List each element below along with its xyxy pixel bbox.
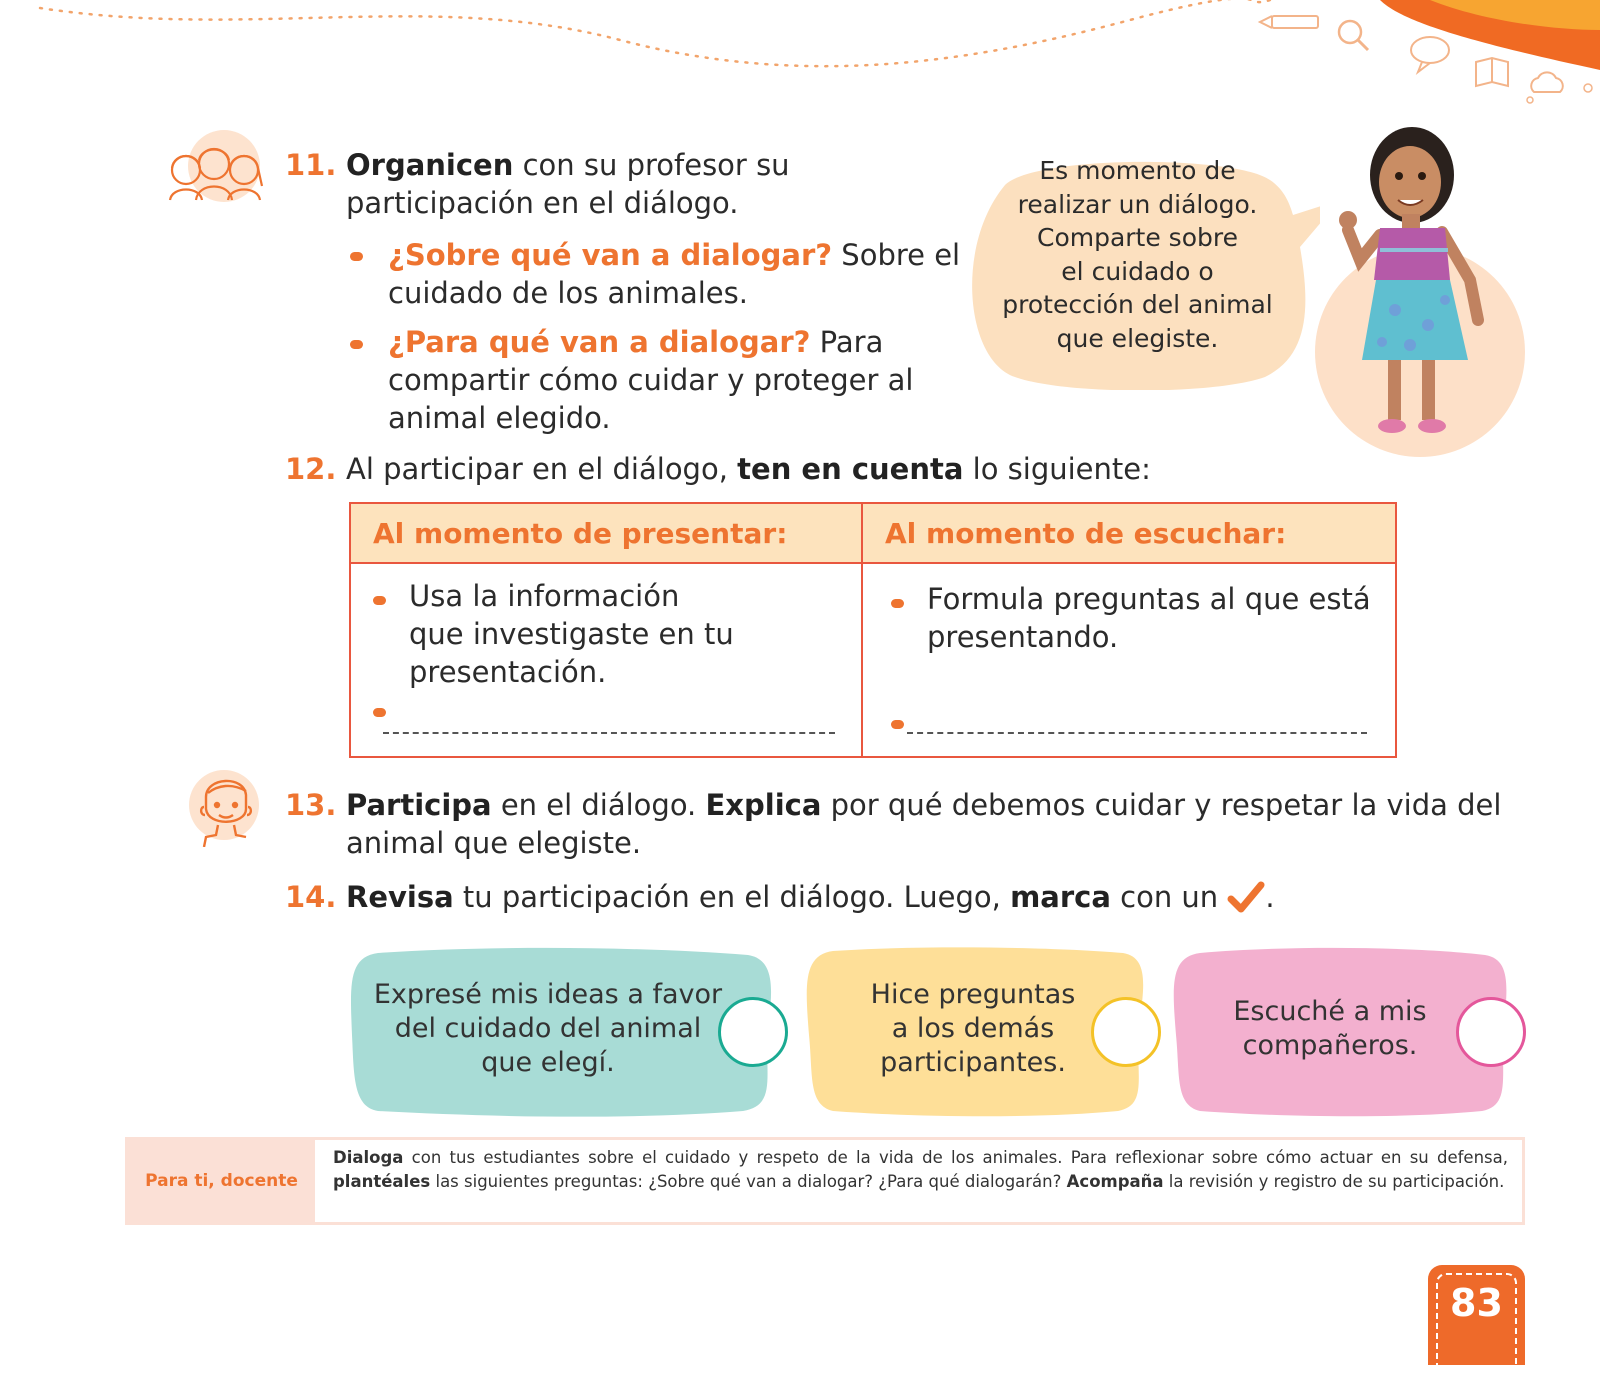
table-divider	[861, 504, 863, 756]
speech-bubble-text	[980, 154, 1295, 355]
card-line: a los demás	[891, 1013, 1055, 1044]
item-14-mid: tu participación en el diálogo. Luego,	[453, 880, 1011, 914]
item-11-answer-2c: animal elegido.	[388, 401, 611, 435]
teacher-note	[125, 1137, 1525, 1225]
teacher-text-3: la revisión y registro de su participación.	[1163, 1172, 1505, 1191]
item-13-bold-1: Participa	[346, 788, 492, 822]
bubble-line: Es momento de	[1039, 156, 1236, 185]
item-11-line-2: participación en el diálogo.	[346, 186, 739, 220]
item-11-answer-2a: Para	[810, 325, 884, 359]
card-line: del cuidado del animal	[394, 1013, 702, 1044]
teacher-bold-1: Dialoga	[333, 1148, 404, 1167]
cell-line: Formula preguntas al que está	[927, 582, 1371, 616]
child-icon	[188, 765, 270, 847]
card-line: participantes.	[880, 1047, 1066, 1078]
item-13-line-2: animal que elegiste.	[346, 826, 642, 860]
item-12-bold: ten en cuenta	[737, 452, 964, 486]
card-line: Hice preguntas	[870, 979, 1076, 1010]
checklist-card-escuche	[1170, 945, 1528, 1120]
book-icon	[1476, 58, 1508, 86]
bullet	[373, 596, 386, 605]
item-12-pre: Al participar en el diálogo,	[346, 452, 738, 486]
bullet	[373, 708, 386, 717]
teacher-note-text	[333, 1146, 1508, 1194]
item-14-post: con un	[1110, 880, 1219, 914]
table-header-presentar: Al momento de presentar:	[351, 504, 861, 564]
speech-icon	[1411, 37, 1449, 72]
card-line: Expresé mis ideas a favor	[373, 979, 723, 1010]
cell-line: presentación.	[409, 655, 607, 689]
teacher-bold-3: Acompaña	[1066, 1172, 1164, 1191]
item-11-answer-1b: cuidado de los animales.	[388, 276, 748, 310]
cell-line: Usa la información	[409, 579, 680, 613]
cell-line: que investigaste en tu	[409, 617, 734, 651]
magnifier-icon	[1339, 21, 1368, 50]
item-12-text	[346, 450, 1151, 488]
criteria-table	[349, 502, 1397, 758]
item-13-mid: en el diálogo.	[491, 788, 706, 822]
item-12-post: lo siguiente:	[963, 452, 1151, 486]
item-14-text	[346, 878, 1275, 916]
checklist-text-ideas	[348, 978, 748, 1080]
cell-line: presentando.	[927, 620, 1119, 654]
page-number: 83	[1450, 1281, 1503, 1325]
checklist-card-ideas	[348, 945, 788, 1120]
card-line: Escuché a mis	[1233, 996, 1427, 1027]
item-14-bold-1: Revisa	[346, 880, 454, 914]
page-number-box	[1428, 1265, 1525, 1365]
card-line: compañeros.	[1242, 1030, 1418, 1061]
item-11-line-1-rest: con su profesor su	[513, 148, 790, 182]
teacher-bold-2: plantéales	[333, 1172, 431, 1191]
bubble-line: realizar un diálogo.	[1017, 189, 1258, 219]
bubble-line: protección del animal	[1002, 290, 1273, 319]
item-11-bold: Organicen	[346, 148, 514, 182]
table-header-escuchar: Al momento de escuchar:	[863, 504, 1395, 564]
item-11-bullet-1	[388, 236, 960, 274]
item-14-bold-2: marca	[1010, 880, 1111, 914]
item-11-question-1: ¿Sobre qué van a dialogar?	[388, 238, 833, 272]
cloud-icon	[1527, 72, 1592, 103]
checkbox-circle-ideas[interactable]	[718, 997, 788, 1067]
writing-line-presentar[interactable]	[383, 732, 835, 734]
bullet	[350, 340, 363, 349]
table-cell-escuchar	[927, 580, 1371, 656]
teacher-text-1: con tus estudiantes sobre el cuidado y respeto de la vida de los animales. Para reflexionar sobre cómo actuar en su defensa,	[403, 1148, 1508, 1167]
checkbox-circle-preguntas[interactable]	[1091, 997, 1161, 1067]
teacher-note-label: Para ti, docente	[145, 1171, 298, 1191]
table-cell-presentar	[409, 577, 734, 691]
group-icon	[166, 128, 278, 208]
checkmark-icon	[1227, 881, 1265, 915]
item-11-answer-2b: compartir cómo cuidar y proteger al	[388, 363, 914, 397]
bubble-line: que elegiste.	[1056, 323, 1219, 353]
bullet	[891, 720, 904, 729]
item-11-question-2: ¿Para qué van a dialogar?	[388, 325, 811, 359]
bubble-line: el cuidado o	[1061, 256, 1214, 286]
writing-line-escuchar[interactable]	[907, 732, 1367, 734]
checklist-card-preguntas	[803, 945, 1163, 1120]
item-14-end: .	[1265, 880, 1275, 914]
item-11-number: 11.	[285, 148, 337, 182]
header-decoration	[0, 0, 1600, 110]
item-13-line-1	[346, 786, 1501, 824]
item-11-answer-1a: Sobre el	[832, 238, 961, 272]
bullet	[350, 252, 363, 261]
item-14-number: 14.	[285, 880, 337, 914]
bubble-line: Comparte sobre	[1036, 223, 1238, 252]
item-13-rest: por qué debemos cuidar y respetar la vida del	[821, 788, 1502, 822]
item-12-number: 12.	[285, 452, 337, 486]
card-line: que elegí.	[481, 1047, 615, 1078]
bullet	[891, 599, 904, 608]
item-11-bullet-2	[388, 323, 883, 361]
item-11-line-1	[346, 146, 790, 184]
checklist-text-escuche	[1170, 995, 1490, 1063]
item-13-number: 13.	[285, 788, 337, 822]
teacher-text-2: las siguientes preguntas: ¿Sobre qué van a dialogar? ¿Para qué dialogarán?	[430, 1172, 1067, 1191]
pencil-icon	[1260, 16, 1318, 28]
item-13-bold-2: Explica	[705, 788, 822, 822]
girl-illustration	[1310, 120, 1525, 460]
checkbox-circle-escuche[interactable]	[1456, 997, 1526, 1067]
